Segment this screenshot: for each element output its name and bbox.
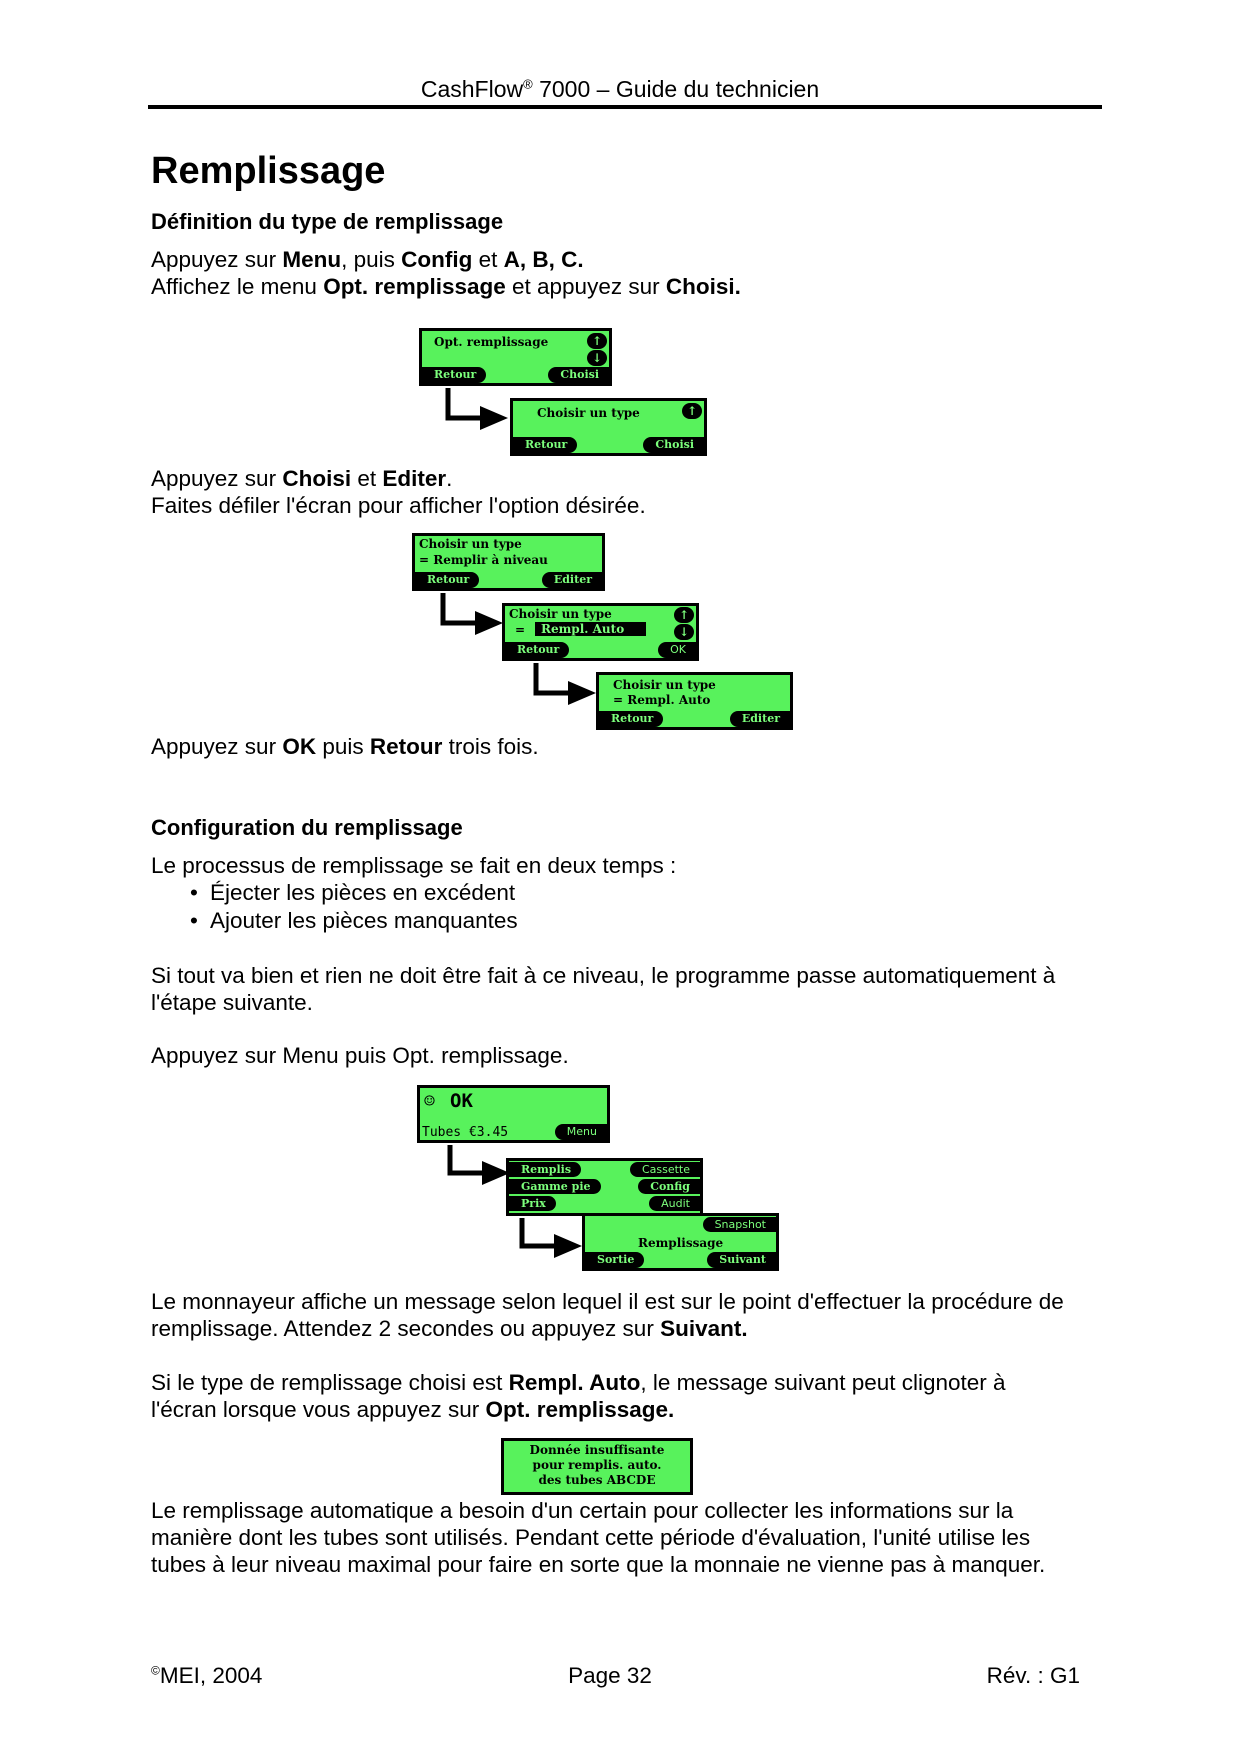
paragraph: Appuyez sur Menu puis Opt. remplissage. [151,1043,569,1068]
arrow-up-icon: ↑ [682,403,702,419]
lcd-screen: Remplis Cassette Gamme pie Config Prix Audit [506,1158,703,1216]
lcd-screen: Choisir un type = Rempl. Auto Retour Editer [596,672,793,730]
footer-copyright: ©MEI, 2004 [151,1663,263,1688]
smiley-icon: ☺ [424,1091,435,1112]
lcd-screen: Donnée insuffisante pour remplis. auto. des tubes ABCDE [501,1438,693,1495]
lcd-screen: Snapshot Remplissage Sortie Suivant [582,1213,779,1271]
header-rule [148,105,1102,109]
paragraph: Appuyez sur Menu, puis Config et A, B, C. [151,247,584,272]
paragraph: Le monnayeur affiche un message selon lequel il est sur le point d'effectuer la procédure de [151,1289,1064,1314]
paragraph: Si le type de remplissage choisi est Rempl. Auto, le message suivant peut clignoter à [151,1370,1006,1395]
lcd-screen: Choisir un type = Rempl. Auto ↑ ↓ Retour OK [502,603,699,661]
paragraph: remplissage. Attendez 2 secondes ou appuyez sur Suivant. [151,1316,748,1341]
lcd-screen: Choisir un type = Remplir à niveau Retour Editer [412,533,605,591]
paragraph: Appuyez sur Choisi et Editer. [151,466,453,491]
paragraph: Le remplissage automatique a besoin d'un certain pour collecter les informations sur la [151,1498,1014,1523]
paragraph: Faites défiler l'écran pour afficher l'option désirée. [151,493,646,518]
running-header: CashFlow® 7000 – Guide du technicien [420,76,820,102]
selected-option: Rempl. Auto [535,622,646,636]
paragraph: manière dont les tubes sont utilisés. Pendant cette période d'évaluation, l'unité utilise les [151,1525,1031,1550]
section2-heading: Configuration du remplissage [151,815,463,840]
flow-arrow-icon [437,593,507,643]
lcd-screen: Choisir un type ↑ Retour Choisi [510,398,707,456]
flow-arrow-icon [530,663,600,713]
lcd-screen: Opt. remplissage ↑ ↓ Retour Choisi [419,328,612,386]
flow-arrow-icon [444,1145,514,1195]
arrow-up-icon: ↑ [674,607,694,623]
arrow-down-icon: ↓ [587,350,607,366]
section1-heading: Définition du type de remplissage [151,209,504,234]
revision: Rév. : G1 [986,1663,1080,1688]
arrow-up-icon: ↑ [587,333,607,349]
paragraph: tubes à leur niveau maximal pour faire en sorte que la monnaie ne vienne pas à manquer. [151,1552,1046,1577]
flow-arrow-icon [442,388,512,438]
lcd-screen: ☺ OK Tubes €3.45 Menu [417,1085,610,1143]
arrow-down-icon: ↓ [674,624,694,640]
paragraph: Appuyez sur OK puis Retour trois fois. [151,734,539,759]
page-title: Remplissage [151,150,386,192]
list-item: • Éjecter les pièces en excédent [190,880,516,905]
flow-arrow-icon [516,1218,586,1268]
paragraph: l'écran lorsque vous appuyez sur Opt. remplissage. [151,1397,675,1422]
page-number: Page 32 [568,1663,652,1688]
paragraph: Le processus de remplissage se fait en deux temps : [151,853,677,878]
paragraph: l'étape suivante. [151,990,313,1015]
paragraph: Affichez le menu Opt. remplissage et appuyez sur Choisi. [151,274,741,299]
paragraph: Si tout va bien et rien ne doit être fait à ce niveau, le programme passe automatiquement à [151,963,1056,988]
list-item: • Ajouter les pièces manquantes [190,908,518,933]
